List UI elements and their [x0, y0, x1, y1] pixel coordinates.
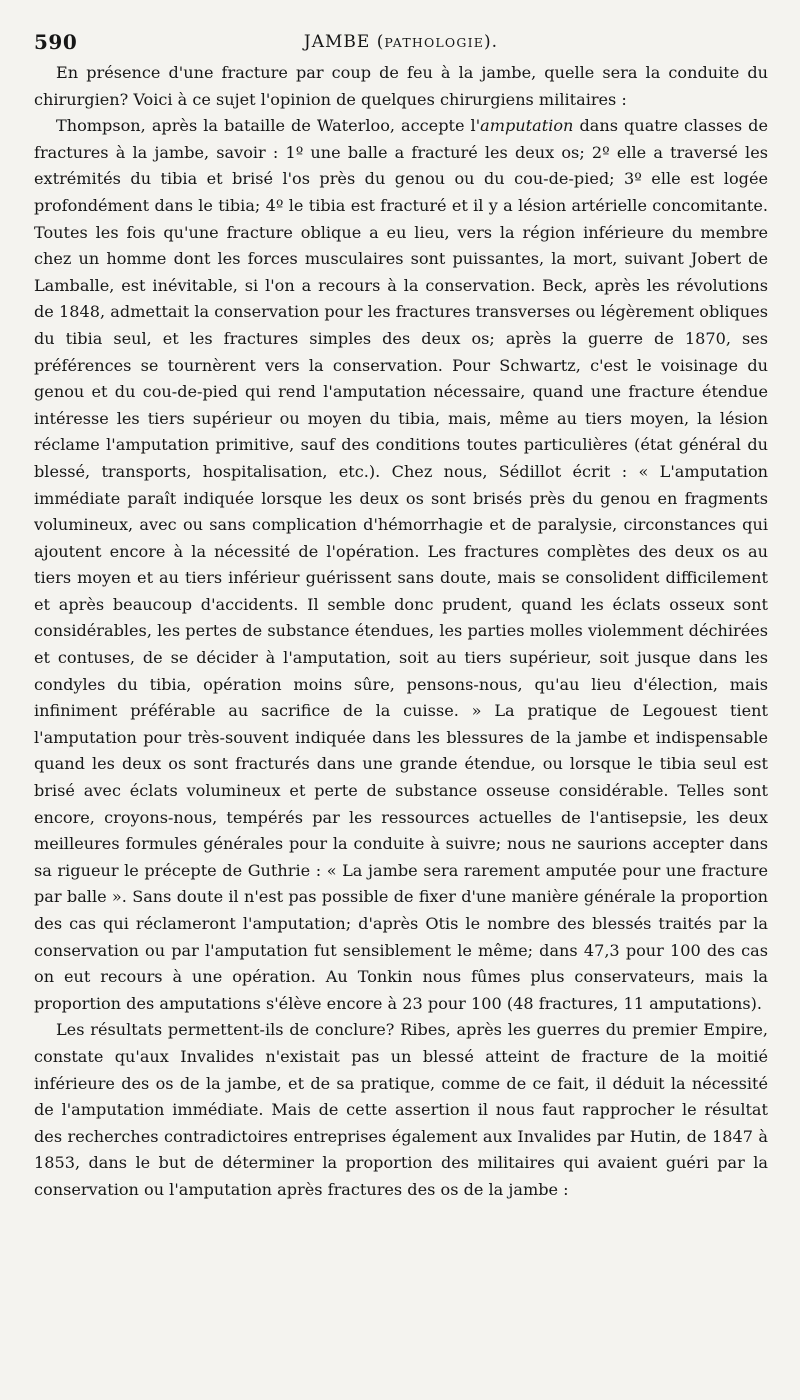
- paragraph-results: Les résultats permettent-ils de conclure? Ribes, après les guerres du premier Empire, constate qu'aux Invalides n'existait pas un blessé atteint de fracture de la moitié inférieure des os de la jambe, et de sa pratique, comme de ce fait, il déduit la nécessité de l'amputation immédiate. Mais de cette assertion il nous faut rapprocher le résultat des recherches contradictoires entreprises également aux Invalides par Hutin, de 1847 à 1853, dans le but de déterminer la proportion des militaires qui avaient guéri par la conservation ou l'amputation après fractures des os de la jambe :: [34, 1020, 768, 1199]
- running-title-main: JAMBE: [303, 32, 371, 52]
- italic-term-amputation: amputation: [480, 116, 574, 136]
- paragraph-intro: En présence d'une fracture par coup de feu à la jambe, quelle sera la conduite du chirurgien? Voici à ce sujet l'opinion de quelques chirurgiens militaires :: [34, 63, 768, 109]
- body-text: [34, 60, 768, 1204]
- page-number: 590: [34, 30, 78, 54]
- paragraph-opinions-start: Thompson, après la bataille de Waterloo, accepte l': [56, 116, 481, 136]
- running-title-sub: PATHOLOGIE: [384, 35, 485, 50]
- paragraph-opinions-rest: dans quatre classes de fractures à la jambe, savoir : 1º une balle a fracturé les deux os; 2º elle a traversé les extrémités du tibia et brisé l'os près du genou ou du cou-de-pied; 3º elle est logée profondément dans le tibia; 4º le tibia est fracturé et il y a lésion artérielle concomitante. Toutes les fois qu'une fracture oblique a eu lieu, vers la région inférieure du membre chez un homme dont les forces musculaires sont puissantes, la mort, suivant Jobert de Lamballe, est inévitable, si l'on a recours à la conservation. Beck, après les révolutions de 1848, admettait la conservation pour les fractures transverses ou légèrement obliques du tibia seul, et les fractures simples des deux os; après la guerre de 1870, ses préférences se tournèrent vers la conservation. Pour Schwartz, c'est le voisinage du genou et du cou-de-pied qui rend l'amputation nécessaire, quand une fracture étendue intéresse les tiers supérieur ou moyen du tibia, mais, même au tiers moyen, la lésion réclame l'amputation primitive, sauf des conditions toutes particulières (état général du blessé, transports, hospitalisation, etc.). Chez nous, Sédillot écrit : « L'amputation immédiate paraît indiquée lorsque les deux os sont brisés près du genou en fragments volumineux, avec ou sans complication d'hémorrhagie et de paralysie, circonstances qui ajoutent encore à la nécessité de l'opération. Les fractures complètes des deux os au tiers moyen et au tiers inférieur guérissent sans doute, mais se consolident difficilement et après beaucoup d'accidents. Il semble donc prudent, quand les éclats osseux sont considérables, les pertes de substance étendues, les parties molles violemment déchirées et contuses, de se décider à l'amputation, soit au tiers supérieur, soit jusque dans les condyles du tibia, opération moins sûre, pensons-nous, qu'au lieu d'élection, mais infiniment préférable au sacrifice de la cuisse. » La pratique de Legouest tient l'amputation pour très-souvent indiquée dans les blessures de la jambe et indispensable quand les deux os sont fracturés dans une grande étendue, ou lorsque le tibia seul est brisé avec éclats volumineux et perte de substance osseuse considérable. Telles sont encore, croyons-nous, tempérés par les ressources actuelles de l'antisepsie, les deux meilleures formules générales pour la conduite à suivre; nous ne saurions accepter dans sa rigueur le précepte de Guthrie : « La jambe sera rarement amputée pour une fracture par balle ». Sans doute il n'est pas possible de fixer d'une manière générale la proportion des cas qui réclameront l'amputation; d'après Otis le nombre des blessés traités par la conservation ou par l'amputation fut sensiblement le même; dans 47,3 pour 100 des cas on eut recours à une opération. Au Tonkin nous fûmes plus conservateurs, mais la proportion des amputations s'élève encore à 23 pour 100 (48 fractures, 11 amputations).: [34, 116, 768, 1013]
- running-title-close: ).: [484, 32, 499, 52]
- running-head: [34, 26, 768, 60]
- paragraph-opinions: [34, 113, 768, 1017]
- running-title: [34, 32, 768, 52]
- running-title-open: (: [370, 32, 385, 52]
